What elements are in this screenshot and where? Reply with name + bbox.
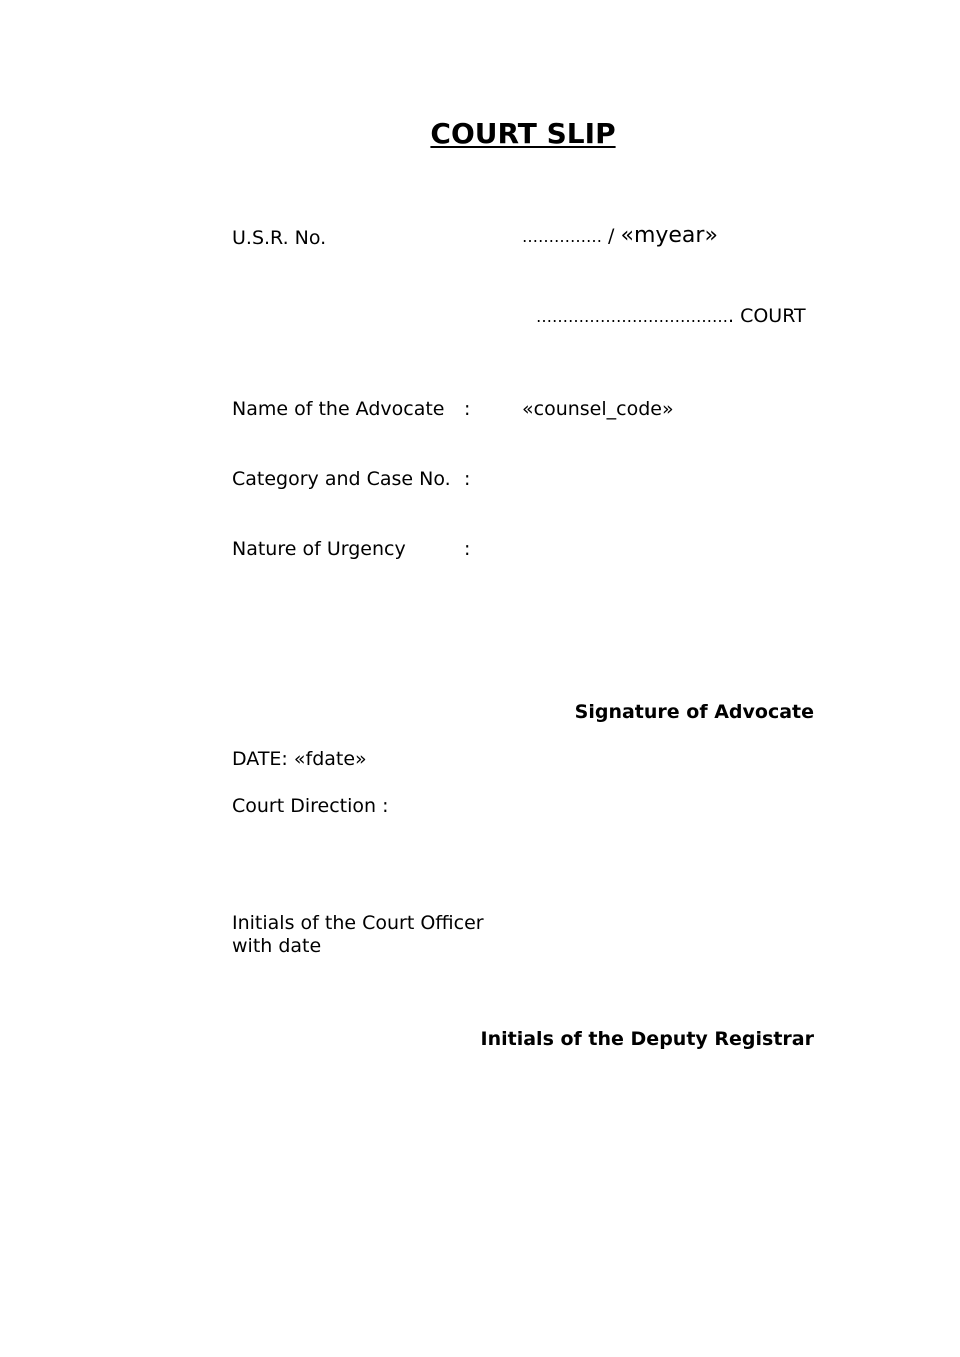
usr-year-field: «myear» [620,223,718,248]
court-dots: ……………………………… [536,307,728,326]
urgency-colon: : [464,538,471,560]
urgency-label: Nature of Urgency [232,538,406,560]
category-case-colon: : [464,468,471,490]
date-label: DATE: [232,748,294,770]
advocate-name-label: Name of the Advocate [232,398,445,420]
court-label: . COURT [728,305,806,327]
date-value: «fdate» [293,748,367,770]
category-case-label: Category and Case No. [232,468,451,490]
court-line [536,304,806,329]
initials-registrar: Initials of the Deputy Registrar [480,1028,814,1050]
court-direction: Court Direction : [232,795,389,817]
page-title: COURT SLIP [430,117,616,150]
initials-officer-line1: Initials of the Court Officer [232,912,484,934]
signature-advocate: Signature of Advocate [574,701,814,723]
date-line [232,747,367,771]
usr-separator: / [602,225,621,247]
advocate-name-colon: : [464,398,471,420]
initials-officer-line2: with date [232,935,322,957]
usr-dots: …………… [522,227,602,246]
usr-label: U.S.R. No. [232,227,327,249]
usr-value [522,224,718,249]
advocate-name-value: «counsel_code» [522,398,674,420]
